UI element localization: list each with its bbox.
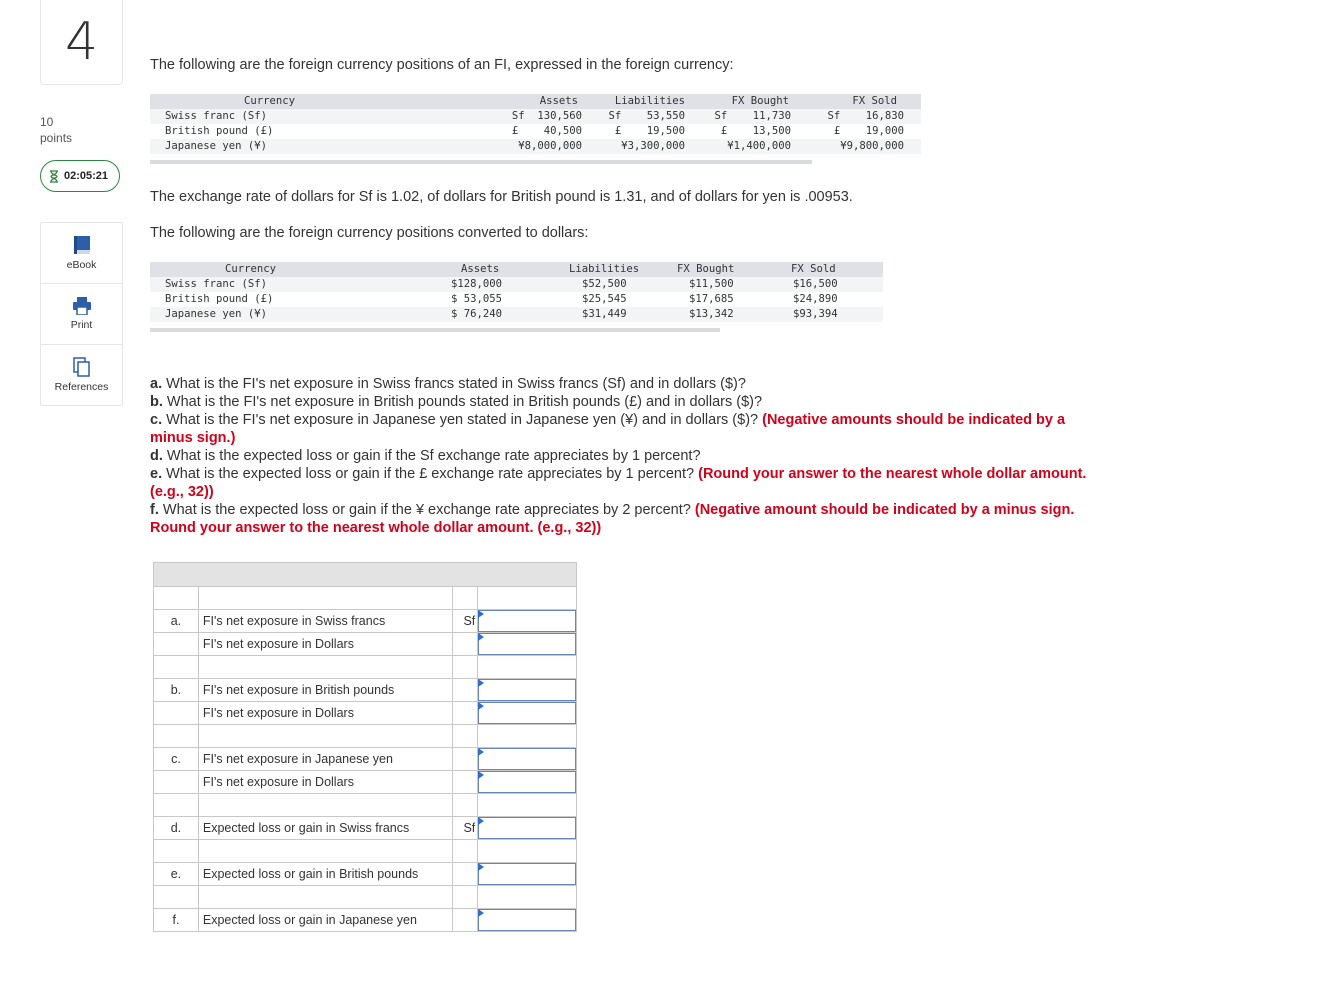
input-cell — [478, 702, 577, 725]
answer-row — [154, 610, 577, 633]
table-header-row — [150, 94, 921, 109]
tools-panel — [40, 222, 123, 406]
table-row — [150, 292, 883, 307]
question-c-text: What is the FI's net exposure in Japanese yen stated in Japanese yen (¥) and in dollars ($)? — [162, 412, 763, 428]
cell: $13,342 — [689, 308, 734, 320]
cell: Japanese yen (¥) — [165, 308, 268, 320]
question-f — [150, 501, 1100, 537]
intro-text: The following are the foreign currency positions of an FI, expressed in the foreign currency: — [150, 57, 734, 73]
col-assets: Assets — [461, 263, 500, 275]
flag-icon — [478, 679, 484, 687]
references-icon — [72, 357, 92, 377]
book-icon — [72, 235, 92, 255]
cell: Swiss franc (Sf) — [165, 278, 268, 290]
references-button[interactable] — [41, 345, 122, 405]
row-label: FI's net exposure in Swiss francs — [198, 610, 452, 633]
answer-row — [154, 863, 577, 886]
question-b-text: What is the FI's net exposure in British pounds stated in British pounds (£) and in dollars ($)? — [162, 394, 763, 410]
question-f-label: f. — [150, 502, 159, 518]
col-currency: Currency — [225, 263, 277, 275]
question-b-label: b. — [150, 394, 163, 410]
row-label: FI's net exposure in Dollars — [198, 771, 452, 794]
question-a — [150, 375, 1100, 393]
question-e — [150, 465, 1100, 501]
table-row — [150, 277, 883, 292]
input-cell — [478, 909, 577, 932]
printer-icon — [72, 297, 92, 315]
input-cell — [478, 633, 577, 656]
cell: £ 13,500 — [720, 125, 791, 137]
cell: ¥1,400,000 — [727, 140, 791, 152]
timer[interactable] — [40, 160, 120, 192]
answer-input-c-dollars[interactable] — [478, 771, 576, 793]
answer-row — [154, 633, 577, 656]
table-header-row — [150, 262, 883, 277]
answer-row — [154, 909, 577, 932]
table-row — [150, 109, 921, 124]
row-label: FI's net exposure in British pounds — [198, 679, 452, 702]
flag-icon — [478, 610, 484, 618]
foreign-currency-table — [150, 94, 921, 154]
input-cell — [478, 863, 577, 886]
cell: ¥9,800,000 — [840, 140, 904, 152]
question-c-label: c. — [150, 412, 163, 428]
timer-value: 02:05:21 — [64, 170, 109, 182]
col-currency: Currency — [244, 95, 296, 107]
question-a-label: a. — [150, 376, 163, 392]
answer-input-d[interactable] — [478, 817, 576, 839]
row-letter: e. — [154, 863, 199, 886]
question-e-label: e. — [150, 466, 163, 482]
references-label: References — [54, 381, 109, 393]
ebook-button[interactable] — [41, 223, 122, 284]
cell: $17,685 — [689, 293, 734, 305]
row-letter: c. — [154, 748, 199, 771]
cell: ¥8,000,000 — [518, 140, 582, 152]
answer-input-b-dollars[interactable] — [478, 702, 576, 724]
row-letter: f. — [154, 909, 199, 932]
table-row — [150, 307, 883, 322]
cell: Swiss franc (Sf) — [165, 110, 268, 122]
hourglass-icon — [49, 170, 59, 183]
spacer-row — [154, 725, 577, 748]
col-assets: Assets — [539, 95, 578, 107]
input-cell — [478, 771, 577, 794]
row-letter: d. — [154, 817, 199, 840]
question-a-text: What is the FI's net exposure in Swiss francs stated in Swiss francs (Sf) and in dollars ($)? — [162, 376, 746, 392]
cell: $128,000 — [451, 278, 503, 290]
col-fx-bought: FX Bought — [731, 95, 789, 107]
cell: £ 19,500 — [614, 125, 685, 137]
row-label: Expected loss or gain in British pounds — [198, 863, 452, 886]
cell: $11,500 — [689, 278, 734, 290]
cell: £ 19,000 — [833, 125, 904, 137]
row-label: Expected loss or gain in Japanese yen — [198, 909, 452, 932]
ebook-label: eBook — [66, 259, 97, 271]
question-e-note: (Round your answer to the nearest whole dollar amount. (e.g., 32)) — [150, 466, 1087, 500]
print-label: Print — [70, 319, 93, 331]
cell: Sf 11,730 — [714, 110, 791, 122]
table-row — [150, 124, 921, 139]
flag-icon — [478, 909, 484, 917]
cell: $ 53,055 — [451, 293, 503, 305]
question-b — [150, 393, 1100, 411]
question-block — [150, 375, 1100, 537]
question-f-note: (Negative amount should be indicated by a minus sign. Round your answer to the nearest whole dollar amount. (e.g., 32)) — [150, 502, 1075, 536]
question-f-text: What is the expected loss or gain if the ¥ exchange rate appreciates by 2 percent? — [158, 502, 695, 518]
question-e-text: What is the expected loss or gain if the £ exchange rate appreciates by 1 percent? — [162, 466, 699, 482]
question-number: 4 — [64, 12, 99, 72]
spacer-row — [154, 794, 577, 817]
answer-row — [154, 702, 577, 725]
question-d-label: d. — [150, 448, 163, 464]
cell: Sf 53,550 — [608, 110, 685, 122]
flag-icon — [478, 702, 484, 710]
col-fx-sold: FX Sold — [852, 95, 897, 107]
input-cell — [478, 748, 577, 771]
input-cell — [478, 610, 577, 633]
input-cell — [478, 817, 577, 840]
answer-row — [154, 748, 577, 771]
table-divider — [150, 328, 720, 332]
flag-icon — [478, 633, 484, 641]
question-c-note: (Negative amounts should be indicated by a minus sign.) — [150, 412, 1066, 446]
cell: British pound (£) — [165, 125, 274, 137]
answer-input-a-sf[interactable] — [478, 610, 576, 632]
table-divider — [150, 160, 812, 164]
answer-input-e[interactable] — [478, 863, 576, 885]
answer-input-c-yen[interactable] — [478, 748, 576, 770]
cell: $ 76,240 — [451, 308, 503, 320]
answer-row — [154, 817, 577, 840]
cell: British pound (£) — [165, 293, 274, 305]
print-button[interactable] — [41, 284, 122, 345]
flag-icon — [478, 817, 484, 825]
cell: $52,500 — [582, 278, 627, 290]
exchange-rate-text: The exchange rate of dollars for Sf is 1.02, of dollars for British pound is 1.31, and of dollars for yen is .00953. — [150, 189, 853, 205]
answer-row — [154, 679, 577, 702]
cell: $31,449 — [582, 308, 627, 320]
row-letter: a. — [154, 610, 199, 633]
row-letter: b. — [154, 679, 199, 702]
col-fx-sold: FX Sold — [791, 263, 836, 275]
answer-input-b-pounds[interactable] — [478, 679, 576, 701]
cell: Sf 16,830 — [827, 110, 904, 122]
cell: $24,890 — [793, 293, 838, 305]
col-liabilities: Liabilities — [569, 263, 640, 275]
points-label: points — [40, 131, 73, 145]
cell: $25,545 — [582, 293, 627, 305]
answer-input-f[interactable] — [478, 909, 576, 931]
row-label: FI's net exposure in Dollars — [198, 702, 452, 725]
question-c — [150, 411, 1100, 447]
row-label: FI's net exposure in Japanese yen — [198, 748, 452, 771]
spacer-row — [154, 840, 577, 863]
points-block — [40, 114, 72, 146]
answer-table-header — [153, 562, 577, 586]
converted-intro-text: The following are the foreign currency positions converted to dollars: — [150, 225, 589, 241]
question-d — [150, 447, 1100, 465]
question-number-box — [40, 0, 123, 85]
table-row — [150, 139, 921, 154]
cell: $16,500 — [793, 278, 838, 290]
unit-label: Sf — [453, 610, 478, 633]
col-liabilities: Liabilities — [614, 95, 685, 107]
flag-icon — [478, 863, 484, 871]
flag-icon — [478, 771, 484, 779]
question-d-text: What is the expected loss or gain if the Sf exchange rate appreciates by 1 percent? — [162, 448, 701, 464]
answer-table — [153, 562, 577, 932]
cell: Japanese yen (¥) — [165, 140, 268, 152]
col-fx-bought: FX Bought — [677, 263, 735, 275]
points-value: 10 — [40, 115, 54, 129]
cell: ¥3,300,000 — [621, 140, 685, 152]
cell: $93,394 — [793, 308, 838, 320]
dollar-positions-table — [150, 262, 883, 322]
spacer-row — [154, 886, 577, 909]
flag-icon — [478, 748, 484, 756]
row-label: Expected loss or gain in Swiss francs — [198, 817, 452, 840]
cell: £ 40,500 — [511, 125, 582, 137]
row-label: FI's net exposure in Dollars — [198, 633, 452, 656]
spacer-row — [154, 656, 577, 679]
input-cell — [478, 679, 577, 702]
spacer-row — [154, 587, 577, 610]
cell: Sf 130,560 — [511, 110, 582, 122]
unit-label: Sf — [453, 817, 478, 840]
answer-grid — [153, 586, 577, 932]
answer-row — [154, 771, 577, 794]
answer-input-a-dollars[interactable] — [478, 633, 576, 655]
